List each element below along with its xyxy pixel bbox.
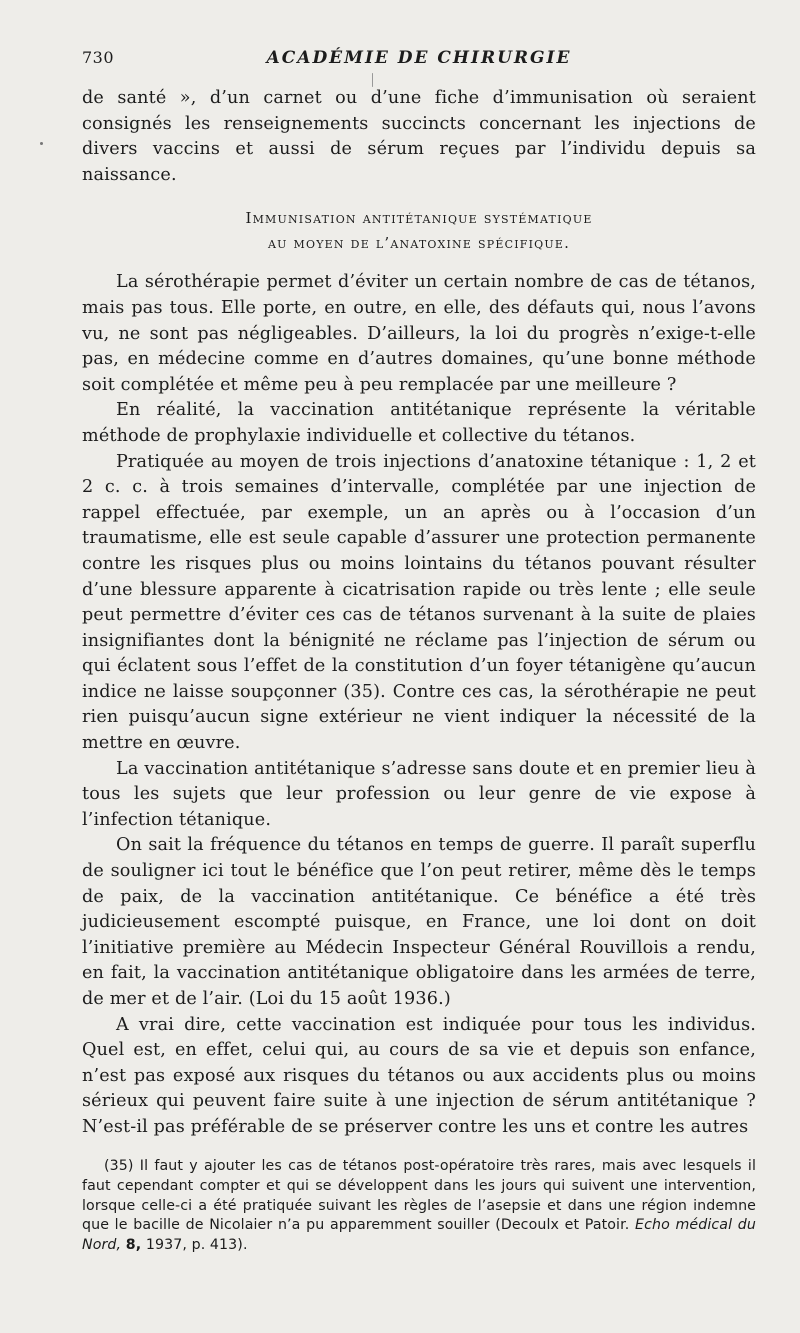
section-heading-line-2: au moyen de l’anatoxine spécifique. xyxy=(267,234,571,253)
paragraph: La sérothérapie permet d’éviter un certain nombre de cas de tétanos, mais pas tous. Elle porte, en outre, en elle, des défauts qui, nous l’avons vu, ne sont pas négligeables. D’ailleurs, la loi du progrès n’exige-t-elle pas, en médecine comme en d’autres domaines, qu’une bonne méthode soit complétée et même peu à peu remplacée par une meilleure ? xyxy=(82,272,756,395)
footnote-journal: Echo médical du Nord, xyxy=(82,1217,756,1254)
paragraph-continuation: de santé », d’un carnet ou d’une fiche d’immunisation où seraient consignés les renseignements succincts concernant les injections de divers vaccins et aussi de sérum reçues par l’individu depuis sa naissance. xyxy=(82,88,756,185)
footnote-35 xyxy=(82,1157,756,1256)
running-title: ACADÉMIE DE CHIRURGIE xyxy=(266,48,572,68)
scan-speck xyxy=(372,73,373,87)
section-heading xyxy=(82,206,756,256)
paragraph: On sait la fréquence du tétanos en temps de guerre. Il paraît superflu de souligner ici tout le bénéfice que l’on peut retirer, même dès le temps de paix, de la vaccination antitétanique. Ce bénéfice a été très judicieusement escompté puisque, en France, une loi dont on doit l’initiative première au Médecin Inspecteur Général Rouvillois a rendu, en fait, la vaccination antitétanique obligatoire dans les armées de terre, de mer et de l’air. (Loi du 15 août 1936.) xyxy=(82,835,756,1009)
footnote-tail: 1937, p. 413). xyxy=(145,1237,248,1254)
paragraph: A vrai dire, cette vaccination est indiquée pour tous les individus. Quel est, en effet, celui qui, au cours de sa vie et depuis son enfance, n’est pas exposé aux risques du tétanos ou aux accidents plus ou moins sérieux qui peuvent faire suite à une injection de sérum antitétanique ? N’est-il pas préférable de se préserver contre les uns et contre les autres xyxy=(82,1014,756,1137)
footnote-volume: 8, xyxy=(125,1237,142,1254)
footnote-text: (35) Il faut y ajouter les cas de tétanos post-opératoire très rares, mais avec lesquels il faut cependant compter et qui se développent dans les jours qui suivent une intervention, lorsque celle-ci a été pratiquée suivant les règles de l’asepsie et dans une région indemne que le bacille de Nicolaier n’a pu apparemment souiller (Decoulx et Patoir. xyxy=(82,1158,756,1234)
footnote xyxy=(82,1157,756,1256)
section-heading-line-1: Immunisation antitétanique systématique xyxy=(245,209,593,228)
paragraph: En réalité, la vaccination antitétanique représente la véritable méthode de prophylaxie individuelle et collective du tétanos. xyxy=(82,400,756,446)
paragraph: Pratiquée au moyen de trois injections d’anatoxine tétanique : 1, 2 et 2 c. c. à trois semaines d’intervalle, complétée par une injection de rappel effectuée, par exemple, un an après ou à l’occasion d’un traumatisme, elle est seule capable d’assurer une protection permanente contre les risques plus ou moins lointains du tétanos pouvant résulter d’une blessure apparente à cicatrisation rapide ou très lente ; elle seule peut permettre d’éviter ces cas de tétanos survenant à la suite de plaies insignifiantes dont la bénignité ne réclame pas l’injection de sérum ou qui éclatent sous l’effet de la constitution d’un foyer tétanigène qu’aucun indice ne laisse soupçonner (35). Contre ces cas, la sérothérapie ne peut rien puisqu’aucun signe extérieur ne vient indiquer la nécessité de la mettre en œuvre. xyxy=(82,451,756,754)
paragraph: La vaccination antitétanique s’adresse sans doute et en premier lieu à tous les sujets que leur profession ou leur genre de vie expose à l’infection tétanique. xyxy=(82,758,756,830)
page-number: 730 xyxy=(82,48,115,67)
scan-speck xyxy=(40,142,43,145)
page-header xyxy=(82,48,756,70)
body-text xyxy=(82,86,756,1141)
